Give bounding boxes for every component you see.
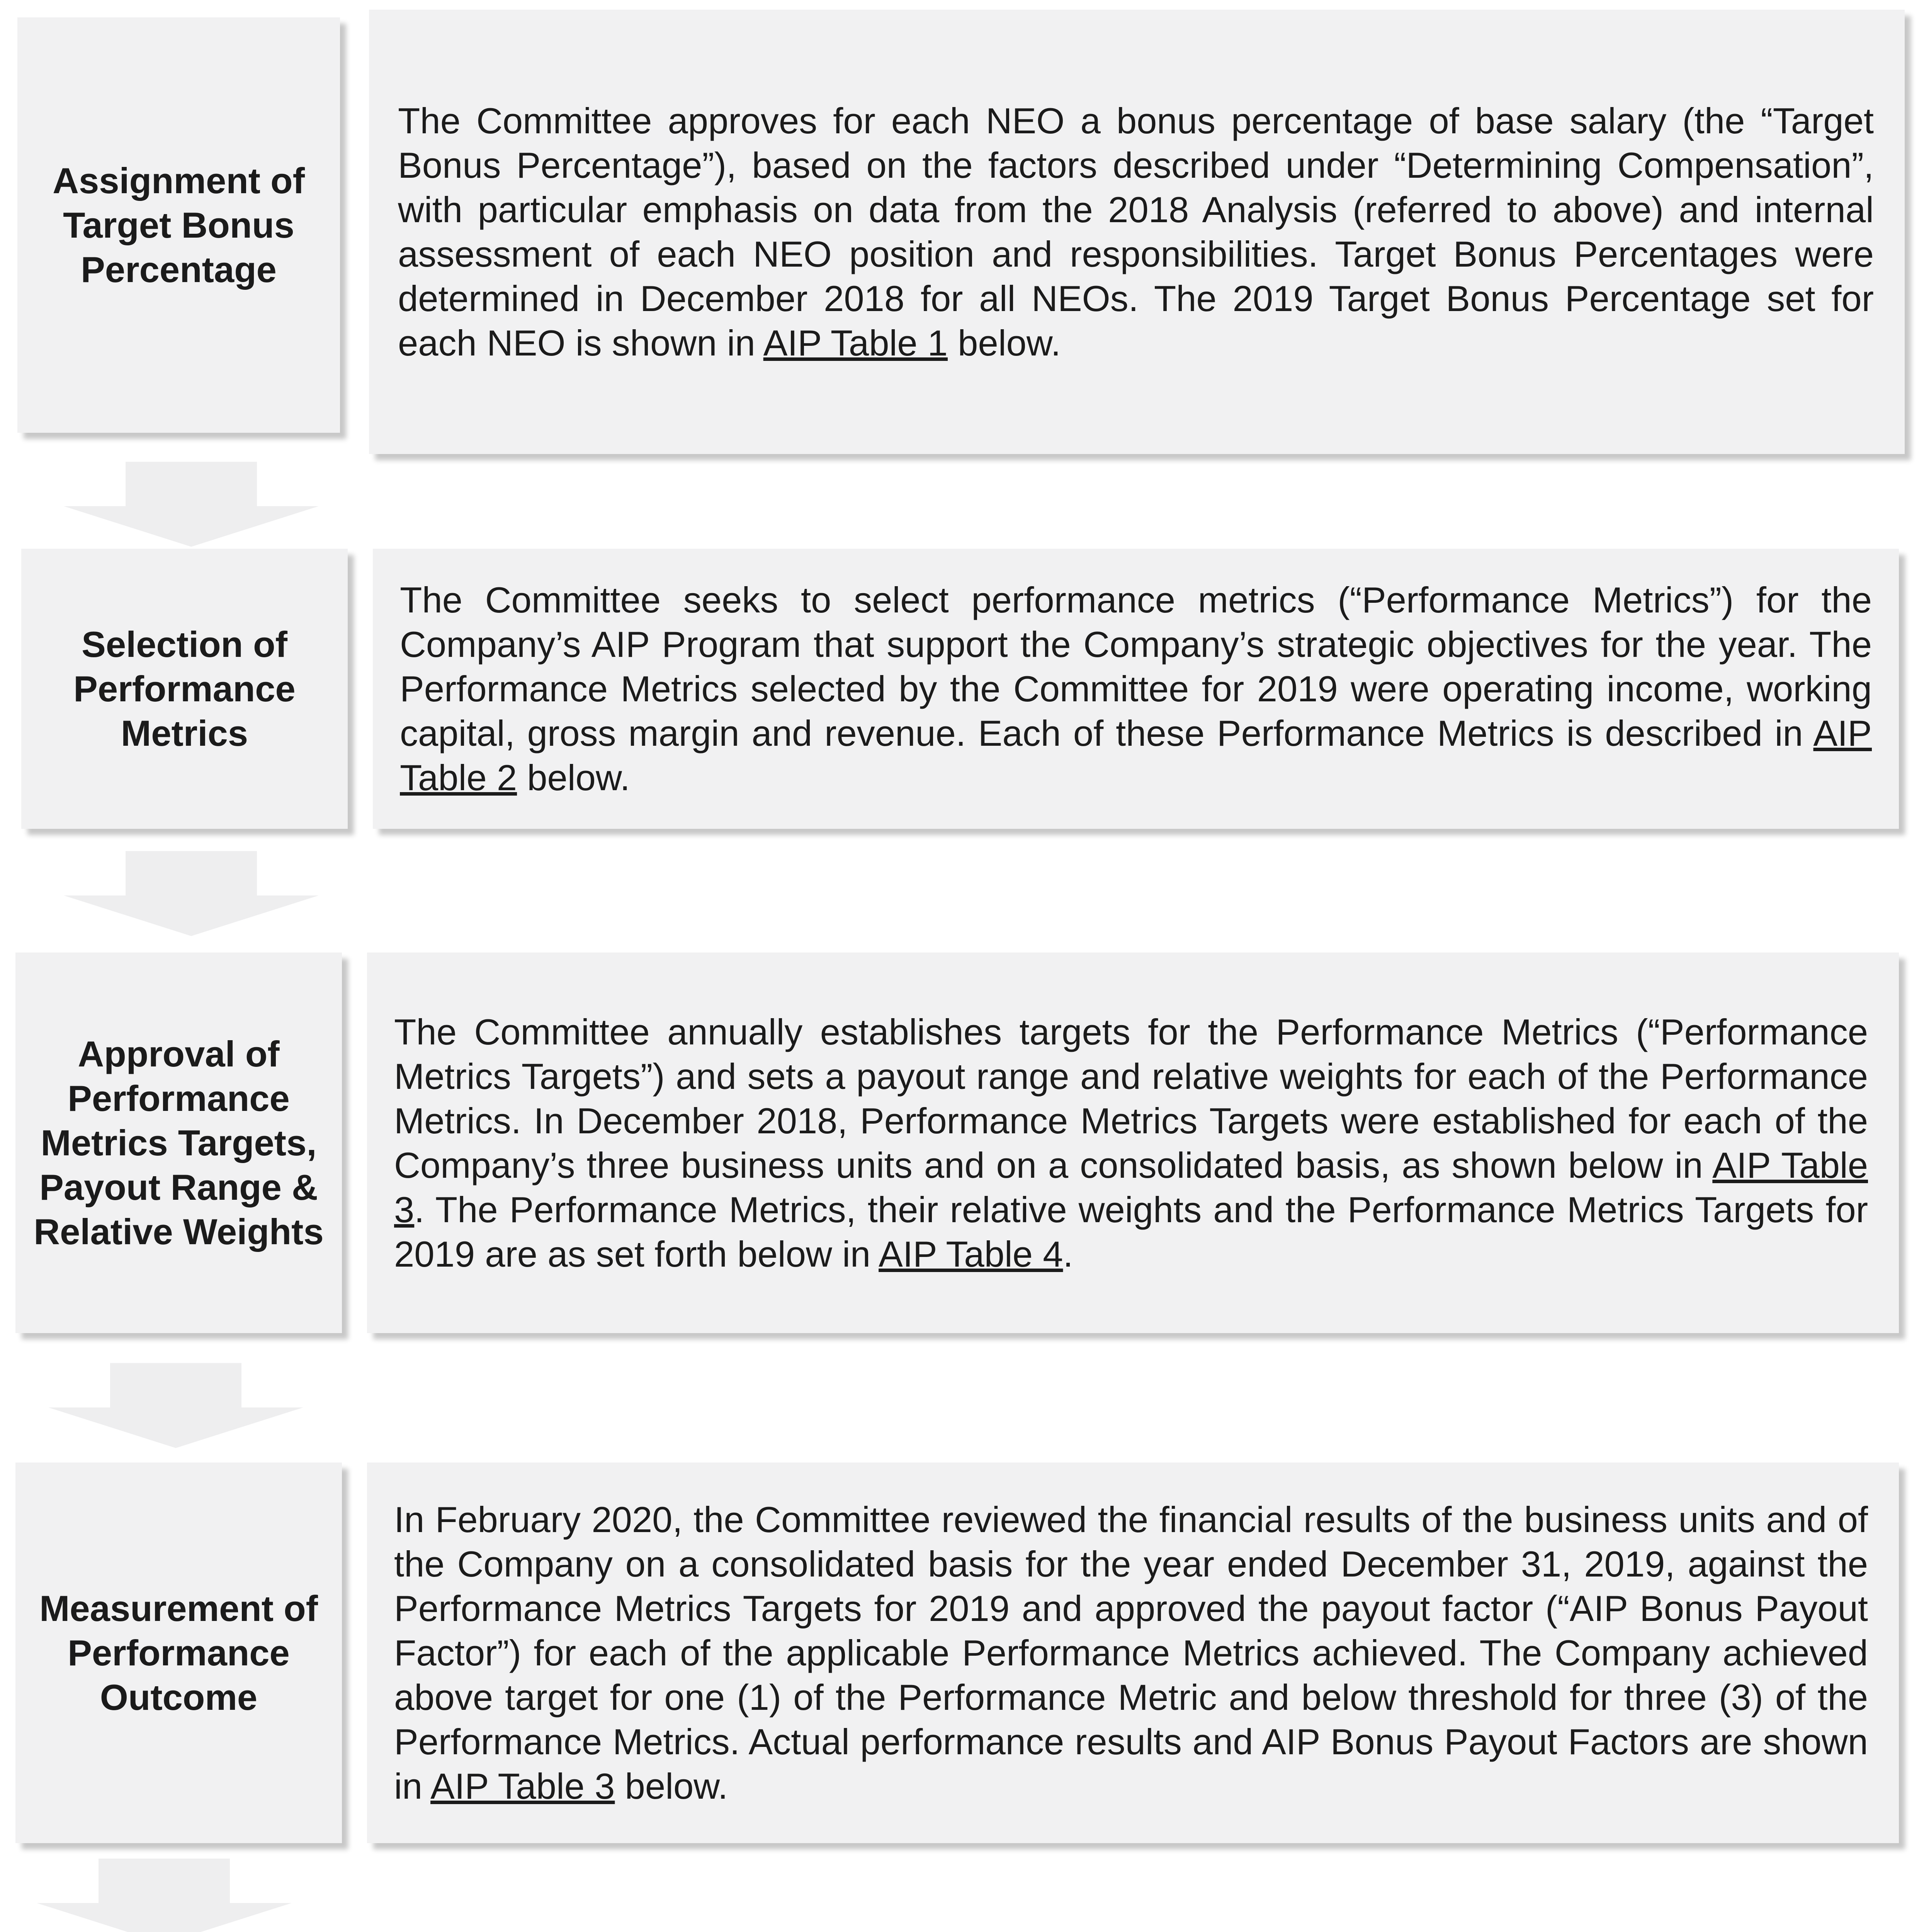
aip-table-4-reference[interactable]: AIP Table 4 bbox=[879, 1233, 1063, 1274]
step-3-description bbox=[394, 1010, 1868, 1276]
step-2-label: Selection of Performance Metrics bbox=[73, 624, 296, 753]
step-1-text-b: below. bbox=[948, 323, 1061, 363]
step-1-text-a: The Committee approves for each NEO a bonus percentage of base salary (the “Target Bonus Percentage”), based on the factors described under “Determining Compensation”, with particular emphasis on data from the 2018 Analysis (referred to above) and internal assessment of each NEO position and responsibilities. Target Bonus Percentages were determined in December 2018 for all NEOs. The 2019 Target Bonus Percentage set for each NEO is shown in bbox=[398, 100, 1874, 363]
step-2-text-box bbox=[373, 549, 1899, 829]
step-1-label-box bbox=[17, 17, 340, 433]
step-2-text-a: The Committee seeks to select performance metrics (“Performance Metrics”) for the Company’s AIP Program that support the Company’s strategic objectives for the year. The Performance Metrics selected by the Committee for 2019 were operating income, working capital, gross margin and revenue. Each of these Performance Metrics is described in bbox=[400, 580, 1872, 753]
aip-table-3-reference-2[interactable]: AIP Table 3 bbox=[430, 1766, 615, 1806]
step-4-label-box bbox=[15, 1463, 342, 1843]
step-4-text-a: In February 2020, the Committee reviewed the financial results of the business units and of the Company on a consolidated basis for the year ended December 31, 2019, against the Performance Metrics Targets for 2019 and approved the payout factor (“AIP Bonus Payout Factor”) for each of the applicable Performance Metrics achieved. The Company achieved above target for one (1) of the Performance Metric and below threshold for three (3) of the Performance Metrics. Actual performance results and AIP Bonus Payout Factors are shown in bbox=[394, 1499, 1868, 1806]
down-arrow-3 bbox=[48, 1352, 303, 1459]
down-arrow-1 bbox=[64, 462, 319, 547]
aip-table-2-reference[interactable]: AIP Table 2 bbox=[400, 713, 1872, 798]
step-1-description bbox=[398, 99, 1874, 365]
down-arrow-2 bbox=[64, 844, 319, 943]
step-3-text-box bbox=[367, 952, 1899, 1333]
step-2-description bbox=[400, 578, 1872, 800]
step-3-text-c: . bbox=[1063, 1233, 1073, 1274]
step-2-label-box bbox=[21, 549, 348, 829]
aip-table-1-reference[interactable]: AIP Table 1 bbox=[763, 323, 948, 363]
down-arrow-4 bbox=[37, 1859, 292, 1932]
step-3-label-box bbox=[15, 952, 342, 1333]
step-4-label: Measurement of Performance Outcome bbox=[39, 1588, 318, 1718]
step-4-text-b: below. bbox=[615, 1766, 728, 1806]
step-1-label: Assignment of Target Bonus Percentage bbox=[53, 160, 305, 290]
aip-table-3-reference[interactable]: AIP Table 3 bbox=[394, 1145, 1868, 1230]
step-3-text-b: . The Performance Metrics, their relative weights and the Performance Metrics Targets for 2019 are as set forth below in bbox=[394, 1189, 1868, 1274]
step-4-description bbox=[394, 1497, 1868, 1808]
step-1-text-box bbox=[369, 10, 1905, 454]
step-3-label: Approval of Performance Metrics Targets, Payout Range & Relative Weights bbox=[34, 1034, 324, 1252]
step-3-text-a: The Committee annually establishes targets for the Performance Metrics (“Performance Metrics Targets”) and sets a payout range and relative weights for each of the Performance Metrics. In December 2018, Performance Metrics Targets were established for each of the Company’s three business units and on a consolidated basis, as shown below in bbox=[394, 1011, 1868, 1185]
step-4-text-box bbox=[367, 1463, 1899, 1843]
step-2-text-b: below. bbox=[517, 757, 630, 798]
